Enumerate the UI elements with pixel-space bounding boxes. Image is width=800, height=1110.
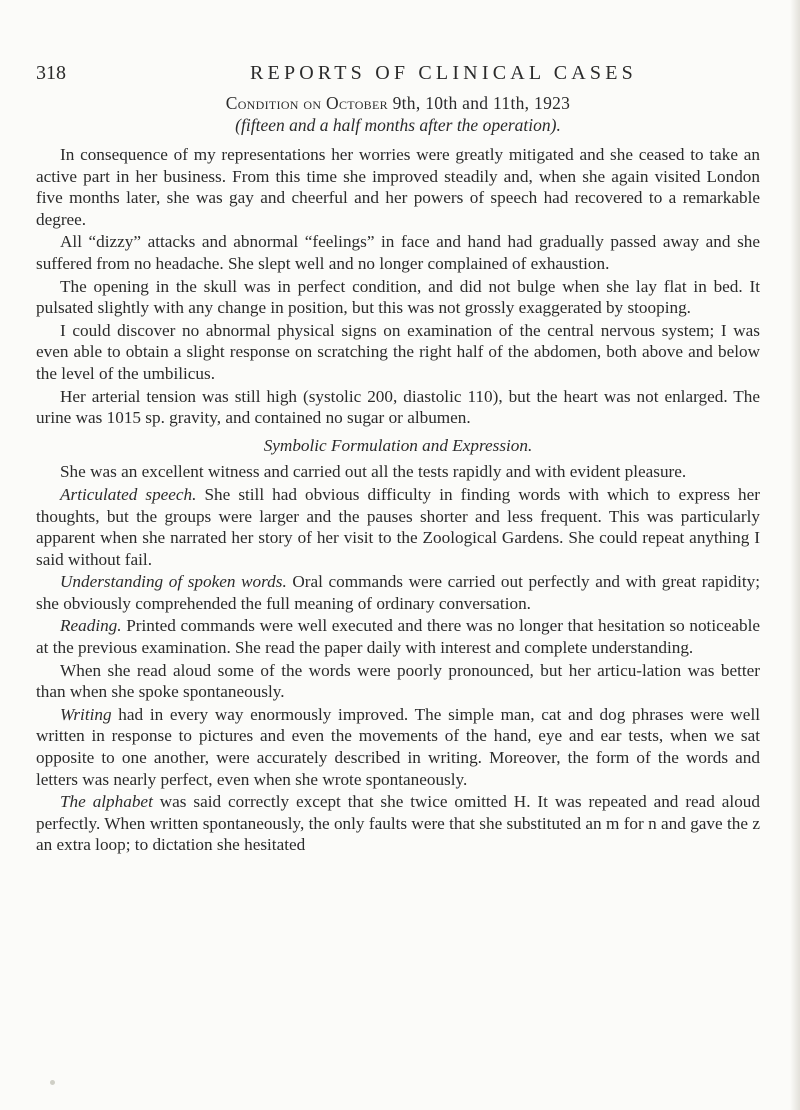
paragraph: [36, 484, 760, 570]
paragraph-text: She was an excellent witness and carried out all the tests rapidly and with evident pleasure.: [60, 462, 687, 482]
paragraph-lead: Understanding of spoken words.: [60, 572, 287, 592]
paragraph-text: Oral commands were carried out perfectly and with great rapidity; she obviously comprehended the full meaning of ordinary conversation.: [36, 572, 760, 613]
paragraph: [36, 704, 760, 790]
paragraph: Her arterial tension was still high (systolic 200, diastolic 110), but the heart was not enlarged. The urine was 1015 sp. gravity, and contained no sugar or albumen.: [36, 386, 760, 428]
section-heading-dates: 9th, 10th and 11th, 1923: [387, 93, 571, 113]
section-subheading: (fifteen and a half months after the operation).: [235, 115, 561, 135]
paragraph-lead: Reading.: [60, 616, 122, 636]
paragraph-lead: The alphabet: [60, 792, 153, 812]
paragraph: In consequence of my representations her worries were greatly mitigated and she ceased to take an active part in her business. From this time she improved steadily and, when she again visited London five months later, she was gay and cheerful and her powers of speech had recovered to a remarkable degree.: [36, 145, 760, 229]
paragraph: I could discover no abnormal physical signs on examination of the central nervous system; I was even able to obtain a slight response on scratching the right half of the abdomen, both above and below the level of the umbilicus.: [36, 320, 760, 383]
page-edge-shadow: [790, 0, 800, 1110]
paragraph-text: When she read aloud some of the words were poorly pronounced, but her articu-lation was better than when she spoke spontaneously.: [36, 660, 760, 702]
paragraph: The opening in the skull was in perfect condition, and did not bulge when she lay flat in bed. It pulsated slightly with any change in position, but this was not grossly exaggerated by stooping.: [36, 276, 760, 318]
paragraph-text: was said correctly except that she twice omitted H. It was repeated and read aloud perfectly. When written spontaneously, the only faults were that she substituted an m for n and gave the z an extra loop; to dictation she hesitated: [36, 792, 760, 855]
subsection-title: Symbolic Formulation and Expression.: [263, 435, 533, 455]
paragraph-text: She still had obvious difficulty in finding words with which to express her thoughts, but the groups were larger and the pauses shorter and less frequent. This was particularly apparent when she narrated her story of her visit to the Zoological Gardens. She could repeat anything I said without fail.: [36, 484, 760, 569]
page-number: 318: [36, 62, 66, 84]
paper-speck: [50, 1080, 55, 1085]
paragraph-text: had in every way enormously improved. The simple man, cat and dog phrases were well written in response to pictures and even the movements of the hand, eye and ear tests, when we sat opposite to one another, were accurately described in writing. Moreover, the form of the words and letters was nearly perfect, even when she wrote spontaneously.: [36, 704, 760, 789]
paragraph: [36, 615, 760, 658]
running-title: REPORTS OF CLINICAL CASES: [250, 62, 637, 84]
book-page: [36, 62, 760, 856]
section-heading-prefix: Condition on October: [225, 93, 388, 113]
running-head: [36, 62, 760, 92]
paragraph: [36, 791, 760, 856]
paragraph-lead: Writing: [60, 704, 112, 724]
paragraph: [36, 660, 760, 703]
paragraph: [36, 571, 760, 614]
section-heading: [36, 92, 760, 114]
paragraph: All “dizzy” attacks and abnormal “feelings” in face and hand had gradually passed away and she suffered from no headache. She slept well and no longer complained of exhaustion.: [36, 232, 760, 273]
paragraph-lead: Articulated speech.: [60, 484, 197, 504]
paragraph-text: Printed commands were well executed and there was no longer that hesitation so noticeable at the previous examination. She read the paper daily with interest and complete understanding.: [36, 616, 760, 658]
paragraph: [36, 461, 760, 483]
